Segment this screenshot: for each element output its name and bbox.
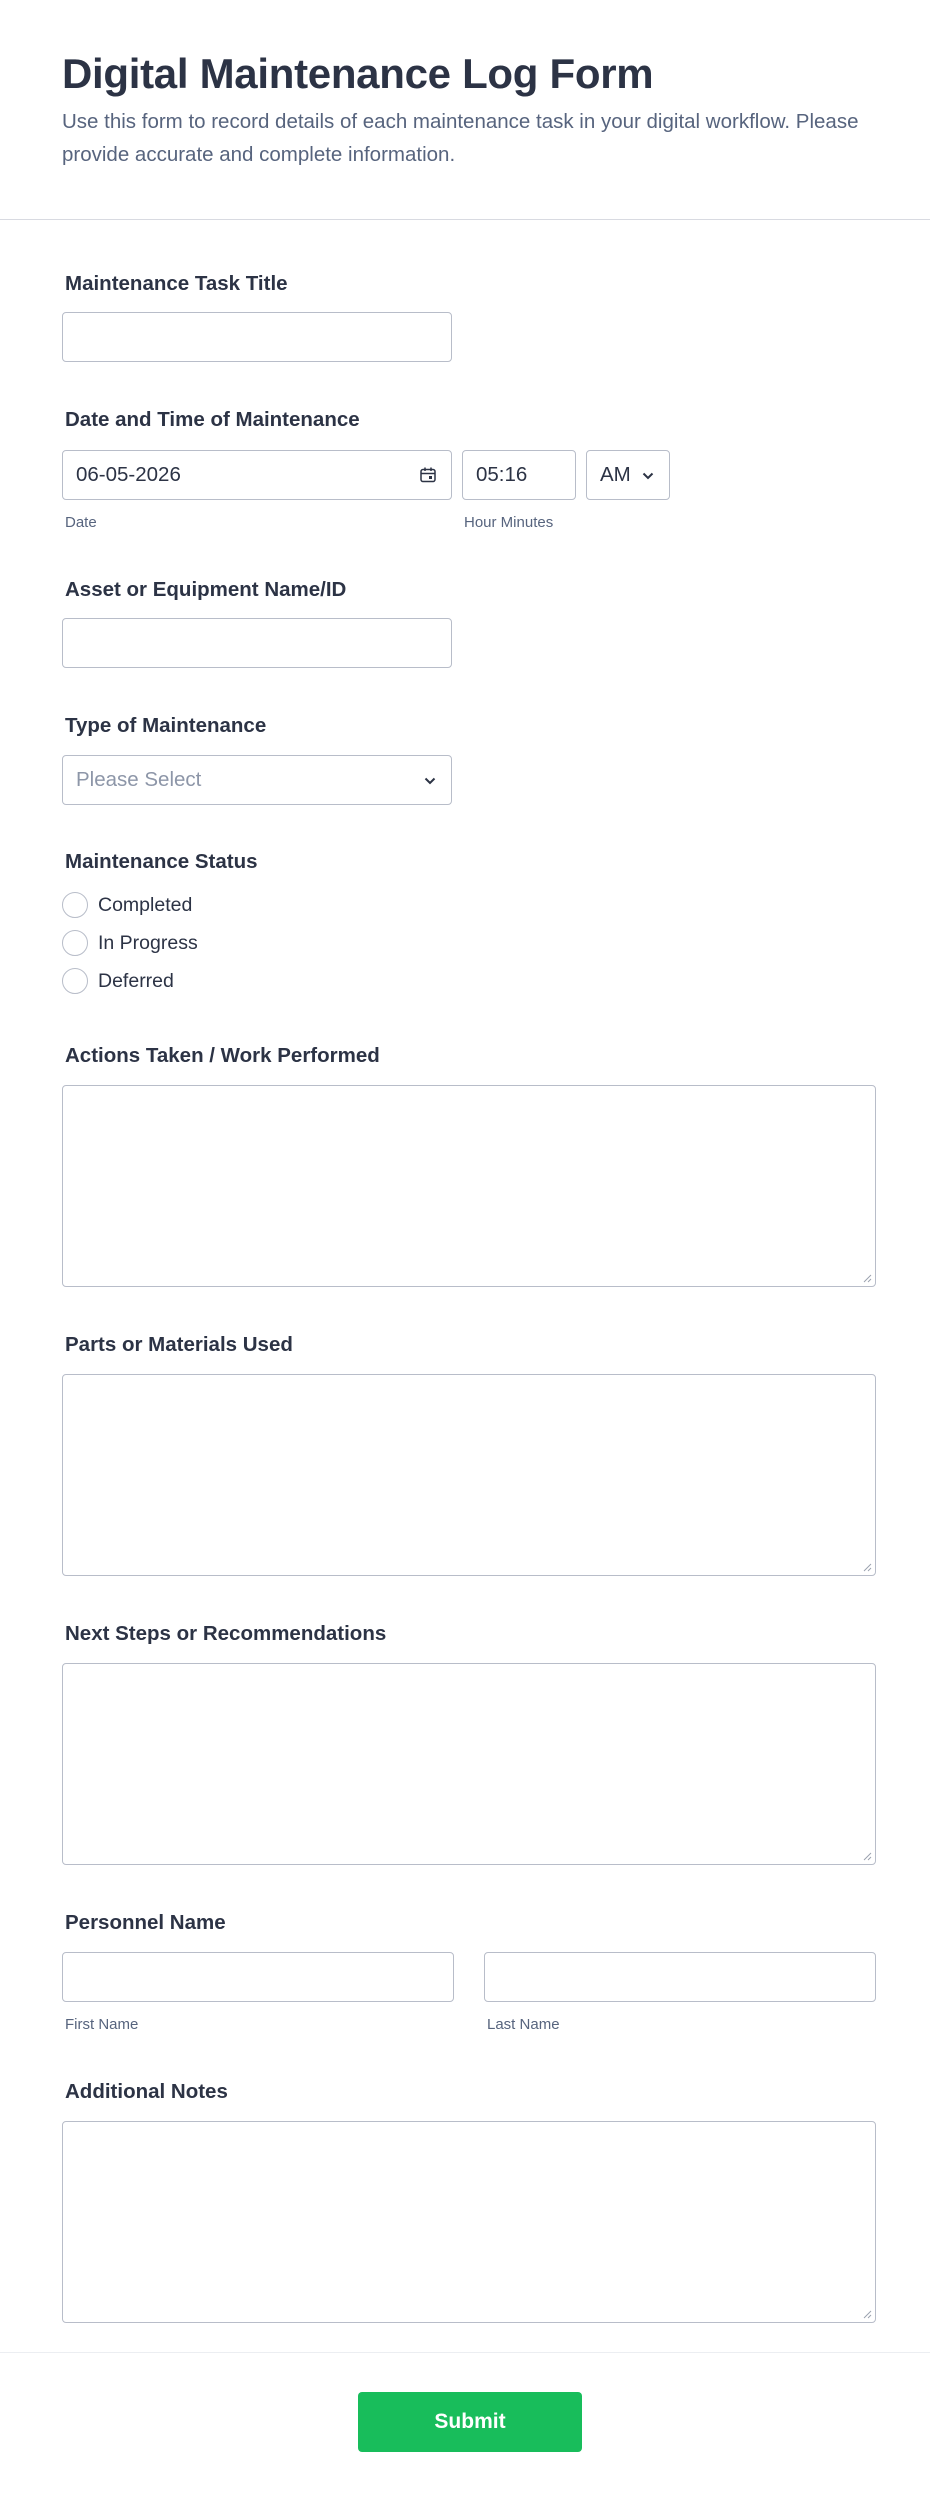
status-label: Maintenance Status <box>65 850 258 873</box>
task-title-input[interactable] <box>62 312 452 362</box>
resize-handle-icon[interactable] <box>862 1273 872 1283</box>
date-input[interactable] <box>62 450 452 500</box>
asset-input[interactable] <box>62 618 452 668</box>
status-option-in-progress[interactable] <box>62 928 198 958</box>
parts-label: Parts or Materials Used <box>65 1333 293 1356</box>
radio-label: Deferred <box>98 969 174 992</box>
type-select[interactable] <box>62 755 452 805</box>
form-header <box>0 0 930 220</box>
first-name-input[interactable] <box>62 1952 454 2002</box>
asset-label: Asset or Equipment Name/ID <box>65 578 347 601</box>
radio-button[interactable] <box>62 968 88 994</box>
submit-button[interactable]: Submit <box>358 2392 582 2452</box>
last-name-input[interactable] <box>484 1952 876 2002</box>
task-title-label: Maintenance Task Title <box>65 272 288 295</box>
time-sublabel: Hour Minutes <box>464 514 554 531</box>
time-value: 05:16 <box>476 463 528 486</box>
radio-label: Completed <box>98 893 193 916</box>
chevron-down-icon <box>641 469 655 483</box>
notes-textarea[interactable] <box>62 2121 876 2323</box>
actions-label: Actions Taken / Work Performed <box>65 1044 380 1067</box>
time-input[interactable] <box>462 450 576 500</box>
form-description: Use this form to record details of each maintenance task in your digital workflow. Please provide accurate and complete information. <box>62 110 859 166</box>
radio-label: In Progress <box>98 931 198 954</box>
first-name-sublabel: First Name <box>65 2016 139 2033</box>
radio-button[interactable] <box>62 930 88 956</box>
type-label: Type of Maintenance <box>65 714 267 737</box>
actions-textarea[interactable] <box>62 1085 876 1287</box>
personnel-label: Personnel Name <box>65 1911 226 1934</box>
ampm-select[interactable] <box>586 450 670 500</box>
resize-handle-icon[interactable] <box>862 2309 872 2319</box>
calendar-icon[interactable] <box>419 466 437 484</box>
parts-textarea[interactable] <box>62 1374 876 1576</box>
ampm-value: AM <box>600 463 631 486</box>
next-steps-textarea[interactable] <box>62 1663 876 1865</box>
date-value: 06-05-2026 <box>76 463 181 486</box>
datetime-label: Date and Time of Maintenance <box>65 408 360 431</box>
notes-label: Additional Notes <box>65 2080 228 2103</box>
date-sublabel: Date <box>65 514 97 531</box>
page-title: Digital Maintenance Log Form <box>62 50 654 97</box>
next-steps-label: Next Steps or Recommendations <box>65 1622 387 1645</box>
type-placeholder: Please Select <box>76 768 202 791</box>
last-name-sublabel: Last Name <box>487 2016 560 2033</box>
resize-handle-icon[interactable] <box>862 1562 872 1572</box>
footer-divider <box>0 2352 930 2353</box>
chevron-down-icon <box>423 774 437 788</box>
status-option-completed[interactable] <box>62 890 192 920</box>
radio-button[interactable] <box>62 892 88 918</box>
status-option-deferred[interactable] <box>62 966 174 996</box>
resize-handle-icon[interactable] <box>862 1851 872 1861</box>
